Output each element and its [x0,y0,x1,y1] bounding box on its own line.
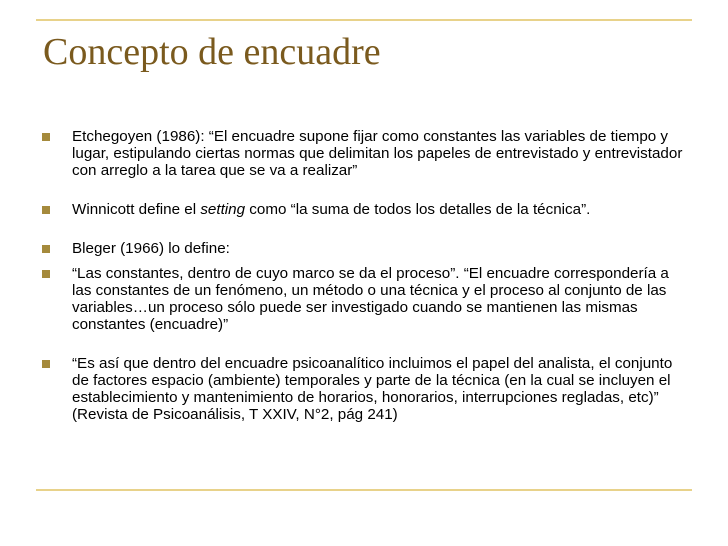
bullet-text-before: Winnicott define el [72,201,201,218]
bullet-text: Etchegoyen (1986): “El encuadre supone fijar como constantes las variables de tiempo y lugar, estipulando ciertas normas que delimitan los papeles de entrevistado y entrevistador con arreglo a la tarea que se va a realizar” [72,128,683,179]
bullet-item-constantes [38,265,688,333]
bullet-item-encuadre-psicoanalitico [38,355,688,423]
bullet-text: Bleger (1966) lo define: [72,240,230,257]
square-bullet-icon [42,133,50,141]
bullet-text: “Es así que dentro del encuadre psicoanalítico incluimos el papel del analista, el conjunto de factores espacio (ambiente) temporales y parte de la técnica (en la cual se incluyen el establecimiento y mantenimiento de horarios, honorarios, interrupciones regladas, etc)” (Revista de Psicoanálisis, T XXIV, N°2, pág 241) [72,355,673,423]
slide-title: Concepto de encuadre [43,31,381,73]
bullet-text-after: como “la suma de todos los detalles de la técnica”. [245,201,591,218]
bullet-text-emphasis: setting [200,201,246,218]
square-bullet-icon [42,360,50,368]
bullet-item-etchegoyen [38,128,688,179]
bullet-text: “Las constantes, dentro de cuyo marco se da el proceso”. “El encuadre correspondería a las constantes de un fenómeno, un método o una técnica y el proceso al conjunto de las variables…un proceso sólo puede ser investigado cuando se mantienen las mismas constantes (encuadre)” [72,265,669,333]
square-bullet-icon [42,245,50,253]
bullet-item-bleger [38,240,688,257]
bottom-divider [36,489,692,491]
bullet-list [38,128,688,423]
bullet-item-winnicott [38,201,688,218]
top-divider [36,19,692,21]
square-bullet-icon [42,206,50,214]
square-bullet-icon [42,270,50,278]
